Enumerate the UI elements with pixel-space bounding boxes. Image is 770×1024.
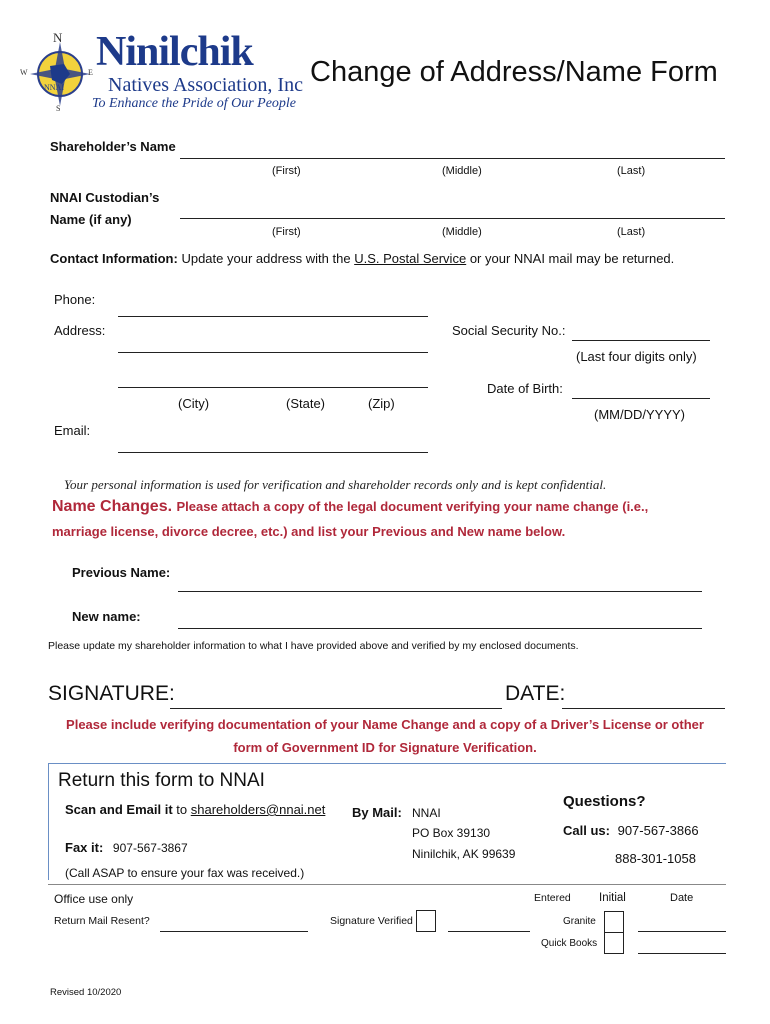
return-section-divider [48,763,726,764]
shareholder-first-hint: (First) [272,165,301,177]
name-changes-text2: marriage license, divorce decree, etc.) and list your Previous and New name below. [52,524,566,539]
return-mail-label: Return Mail Resent? [54,915,150,927]
call-us-line [563,823,699,838]
phone-label: Phone: [54,292,96,307]
compass-letter-e: E [88,68,93,77]
revised-date: Revised 10/2020 [50,987,122,998]
name-changes-heading: Name Changes. [52,498,173,515]
granite-label: Granite [563,916,596,927]
address-label: Address: [54,323,106,338]
entered-header: Entered [534,892,571,904]
email-field[interactable] [118,452,428,453]
new-name-field[interactable] [178,628,702,629]
fax-label: Fax it: [65,840,104,855]
return-section-rule-left [48,763,49,880]
logo [20,28,320,118]
contact-info-line [50,251,674,266]
quickbooks-label: Quick Books [541,938,598,949]
questions-heading: Questions? [563,793,646,810]
return-mail-field[interactable] [160,931,308,932]
contact-info-text-after: or your NNAI mail may be returned. [469,251,675,266]
ssn-hint: (Last four digits only) [576,349,697,364]
signature-field[interactable] [170,708,502,709]
initial-header: Initial [599,892,626,904]
mail-address-line2: PO Box 39130 [412,826,491,840]
email-label: Email: [54,423,91,438]
contact-info-text-before: Update your address with the [181,251,351,266]
office-use-label: Office use only [54,892,134,906]
usps-link[interactable]: U.S. Postal Service [354,251,467,266]
dob-field[interactable] [572,398,710,399]
name-changes-text1: Please attach a copy of the legal document verifying your name change (i.e., [176,499,649,514]
quickbooks-initial-box[interactable] [604,932,624,954]
mail-address-line1: NNAI [412,806,441,820]
call-number-1: 907-567-3866 [617,823,699,838]
shareholder-name-label: Shareholder’s Name [50,139,176,154]
org-subtitle: Natives Association, Inc [108,74,303,96]
signature-notice-line2: form of Government ID for Signature Verification. [233,740,537,755]
dob-hint: (MM/DD/YYYY) [594,407,685,422]
call-us-label: Call us: [563,823,610,838]
previous-name-field[interactable] [178,591,702,592]
shareholder-last-hint: (Last) [617,165,646,177]
shareholders-email-link[interactable]: shareholders@nnai.net [190,802,326,817]
signature-notice-line1: Please include verifying documentation of your Name Change and a copy of a Driver’s License or other [66,717,704,732]
office-use-divider [48,884,726,885]
custodian-first-hint: (First) [272,226,301,238]
name-changes-line1 [52,498,648,516]
sig-verified-checkbox[interactable] [416,910,436,932]
shareholder-middle-hint: (Middle) [442,165,482,177]
return-heading: Return this form to NNAI [58,770,265,791]
fax-note: (Call ASAP to ensure your fax was received.) [65,866,305,880]
granite-date-field[interactable] [638,931,726,932]
org-name: Ninilchik [96,29,253,75]
quickbooks-date-field[interactable] [638,953,726,954]
granite-initial-box[interactable] [604,911,624,933]
org-tagline: To Enhance the Pride of Our People [92,96,297,111]
call-number-2: 888-301-1058 [615,851,696,866]
signature-label: SIGNATURE: [48,682,175,705]
sig-verified-label: Signature Verified [330,915,413,927]
date-header: Date [670,892,694,904]
new-name-label: New name: [72,609,141,624]
zip-hint: (Zip) [368,396,395,411]
custodian-last-hint: (Last) [617,226,646,238]
ssn-label: Social Security No.: [452,323,566,338]
compass-letter-nnai: NNAI [44,83,64,92]
date-label: DATE: [505,682,566,705]
custodian-label-line1: NNAI Custodian’s [50,190,160,205]
sig-verified-field[interactable] [448,931,530,932]
compass-letter-s: S [56,104,61,113]
previous-name-label: Previous Name: [72,565,171,580]
compass-letter-w: W [20,68,28,77]
state-hint: (State) [286,396,326,411]
form-title: Change of Address/Name Form [310,56,718,88]
custodian-middle-hint: (Middle) [442,226,482,238]
scan-email-to: to [176,802,188,817]
fax-line [65,840,188,855]
mail-label [352,805,402,820]
compass-letter-n: N [53,30,63,45]
fax-number: 907-567-3867 [112,841,188,855]
mail-address-line3: Ninilchik, AK 99639 [412,847,516,861]
by-mail-label: By Mail: [352,805,402,820]
address-field-line2[interactable] [118,387,428,388]
custodian-name-field[interactable] [180,218,725,219]
scan-email-line [65,802,325,817]
update-note: Please update my shareholder information to what I have provided above and verified by my enclosed documents. [48,640,579,652]
date-field[interactable] [562,708,725,709]
address-field-line1[interactable] [118,352,428,353]
phone-field[interactable] [118,316,428,317]
ssn-field[interactable] [572,340,710,341]
scan-email-label: Scan and Email it [65,802,173,817]
city-hint: (City) [178,396,210,411]
custodian-label-line2: Name (if any) [50,212,132,227]
shareholder-name-field[interactable] [180,158,725,159]
dob-label: Date of Birth: [487,381,563,396]
contact-info-label: Contact Information: [50,251,178,266]
privacy-note: Your personal information is used for verification and shareholder records only and is kept confidential. [64,477,607,492]
